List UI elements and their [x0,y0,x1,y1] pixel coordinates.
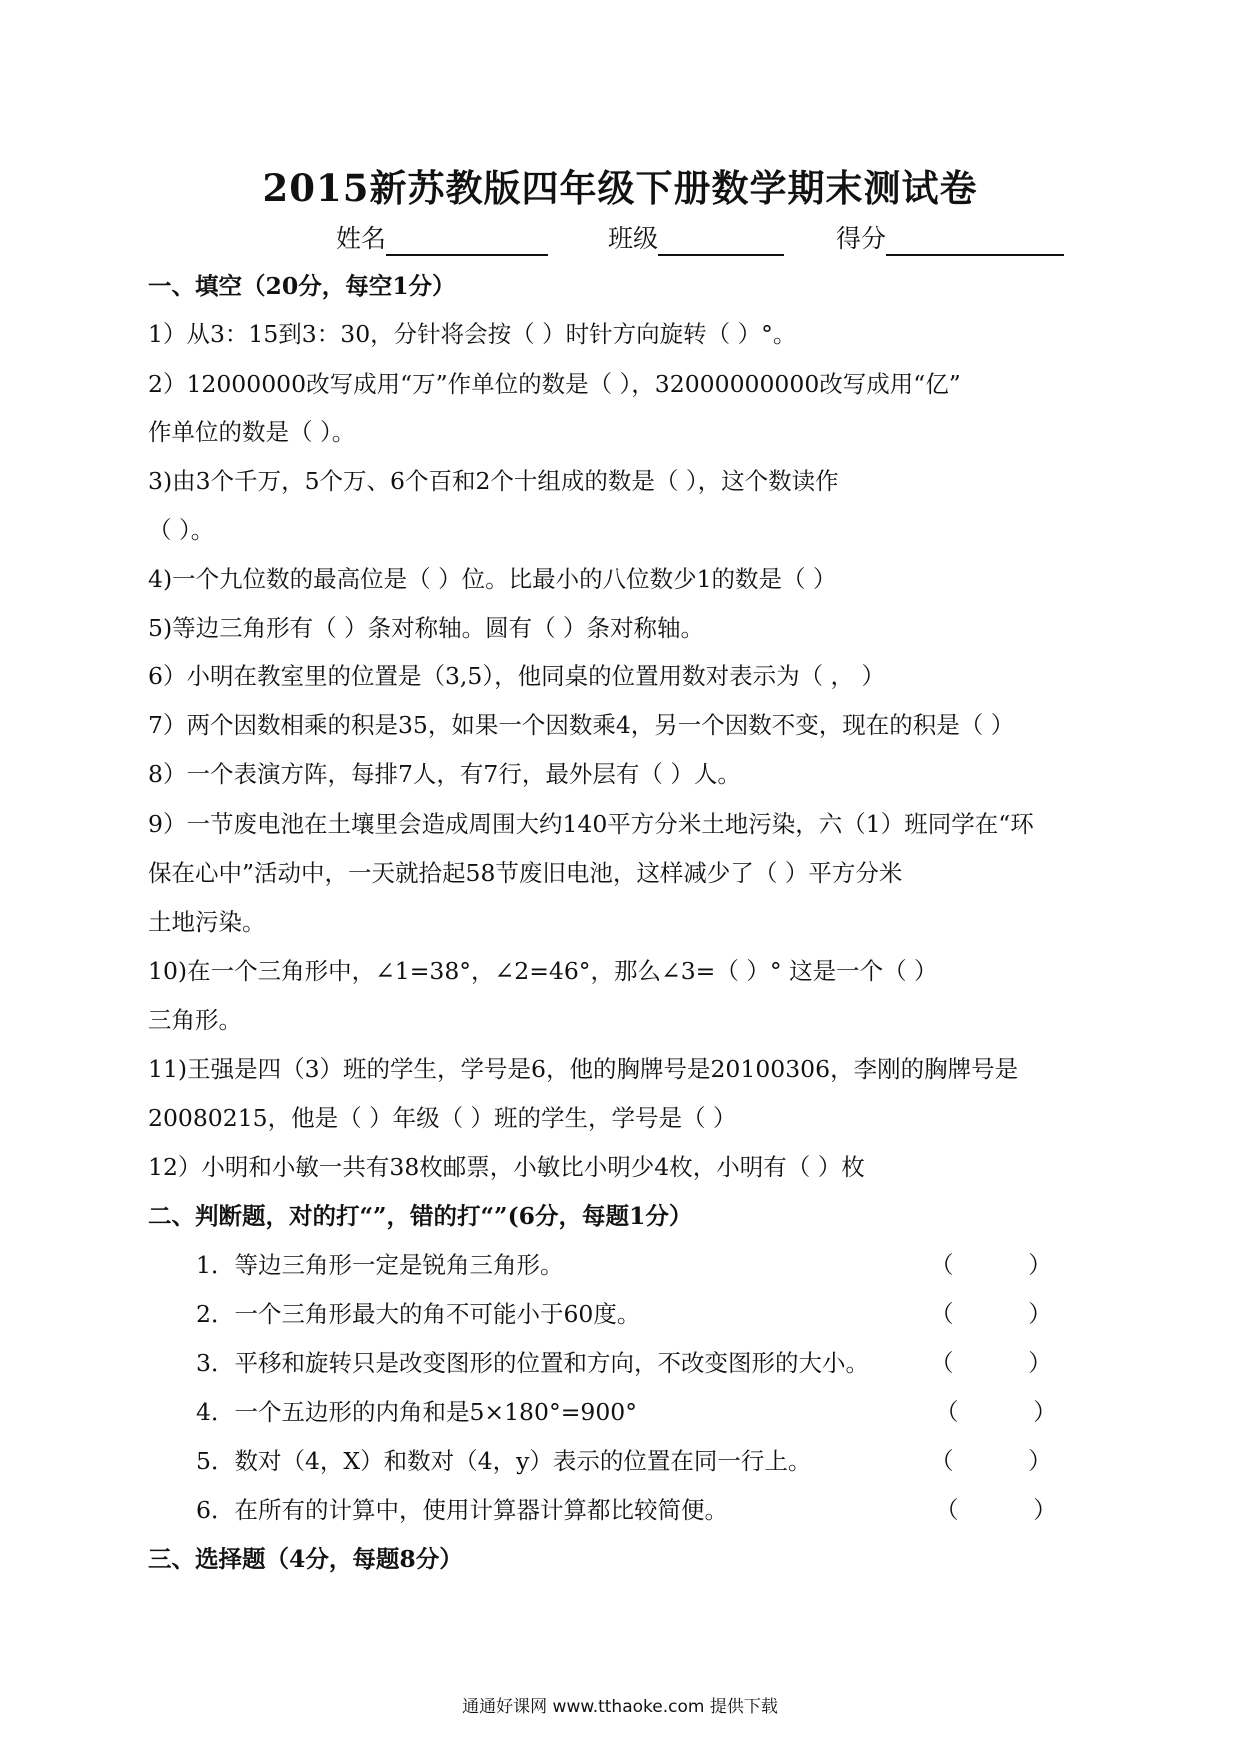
score-field [836,222,1064,256]
question-10-line-2: 三角形。 [148,1006,242,1034]
question-8: 8）一个表演方阵，每排7人，有7行，最外层有（ ）人。 [148,760,741,788]
judge-answer-6: （ ） [935,1496,1057,1524]
question-9-line-1: 9）一节废电池在土壤里会造成周围大约140平方分米土地污染，六（1）班同学在“环 [148,810,1034,838]
section1-heading: 一、填空（20分，每空1分） [148,272,456,300]
question-4: 4)一个九位数的最高位是（ ）位。比最小的八位数少1的数是（ ） [148,565,837,593]
name-label: 姓名 [336,224,387,253]
name-blank [386,224,548,256]
section3-heading: 三、选择题（4分，每题8分） [148,1545,463,1573]
judge-answer-1: （ ） [930,1251,1052,1279]
footer-credit: 通通好课网 www.tthaoke.com 提供下载 [462,1697,778,1717]
question-11-line-2: 20080215，他是（ ）年级（ ）班的学生，学号是（ ） [148,1104,737,1132]
question-5: 5)等边三角形有（ ）条对称轴。圆有（ ）条对称轴。 [148,614,705,642]
score-label: 得分 [836,224,887,253]
judge-item-4: 4．一个五边形的内角和是5×180°=900° [196,1398,637,1426]
class-label: 班级 [608,224,659,253]
judge-answer-2: （ ） [930,1300,1052,1328]
class-field [608,222,784,256]
judge-answer-5: （ ） [930,1447,1052,1475]
score-blank [886,224,1064,256]
question-1: 1）从3：15到3：30，分针将会按（ ）时针方向旋转（ ）°。 [148,320,797,348]
name-field [336,222,548,256]
page-title: 2015新苏教版四年级下册数学期末测试卷 [262,166,978,210]
class-blank [658,224,784,256]
judge-answer-4: （ ） [935,1398,1057,1426]
judge-item-1: 1．等边三角形一定是锐角三角形。 [196,1251,564,1279]
judge-item-3: 3．平移和旋转只是改变图形的位置和方向，不改变图形的大小。 [196,1349,869,1377]
question-11-line-1: 11)王强是四（3）班的学生，学号是6，他的胸牌号是20100306，李刚的胸牌号是 [148,1055,1019,1083]
question-9-line-3: 土地污染。 [148,908,266,936]
section2-heading: 二、判断题，对的打“”，错的打“”(6分，每题1分） [148,1202,693,1230]
judge-item-2: 2．一个三角形最大的角不可能小于60度。 [196,1300,641,1328]
question-3-line-1: 3)由3个千万，5个万、6个百和2个十组成的数是（ ），这个数读作 [148,467,839,495]
question-2-line-1: 2）12000000改写成用“万”作单位的数是（ ），32000000000改写成用“亿” [148,370,961,398]
question-12: 12）小明和小敏一共有38枚邮票，小敏比小明少4枚，小明有（ ）枚 [148,1153,865,1181]
judge-answer-3: （ ） [930,1349,1052,1377]
question-2-line-2: 作单位的数是（ ）。 [148,418,356,446]
judge-item-6: 6．在所有的计算中，使用计算器计算都比较简便。 [196,1496,728,1524]
question-7: 7）两个因数相乘的积是35，如果一个因数乘4，另一个因数不变，现在的积是（ ） [148,711,1015,739]
question-10-line-1: 10)在一个三角形中，∠1=38°，∠2=46°，那么∠3=（ ）° 这是一个（ ） [148,957,938,985]
judge-item-5: 5．数对（4，X）和数对（4，y）表示的位置在同一行上。 [196,1447,812,1475]
question-6: 6）小明在教室里的位置是（3,5），他同桌的位置用数对表示为（ ， ） [148,662,886,690]
question-3-line-2: （ ）。 [148,516,215,544]
question-9-line-2: 保在心中”活动中，一天就拾起58节废旧电池，这样减少了（ ）平方分米 [148,859,903,887]
